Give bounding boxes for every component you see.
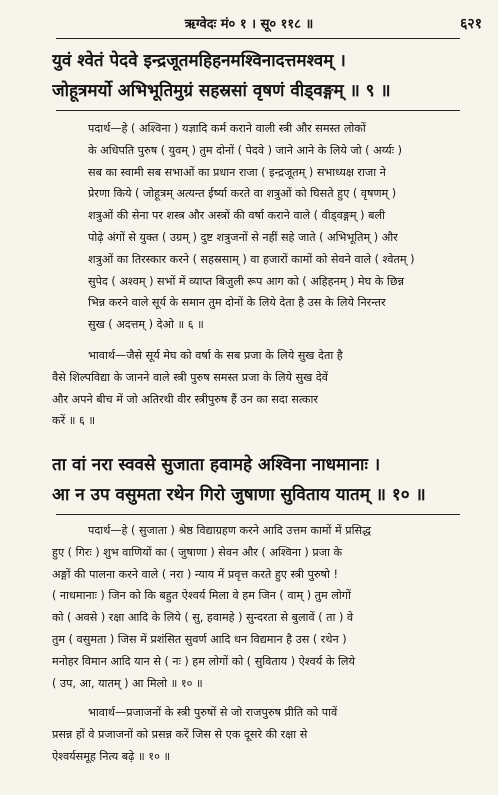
text-line: मनोहर विमान आदि यान से ( नः ) हम लोगों को ( सुविताय ) ऐश्वर्य के लिये (52, 654, 355, 668)
mantra-9 (52, 46, 472, 106)
text-line: सुख ( अदत्तम् ) देओ ॥ ६ ॥ (88, 318, 204, 332)
text-line: भावार्थ—प्रजाजनों के स्त्री पुरुषों से जो राजपुरुष प्रीति को पावें (88, 706, 338, 719)
divider-rule (56, 110, 460, 111)
text-line: पदार्थ—हे ( सुजाता ) श्रेष्ठ विद्याग्रहण करने आदि उत्तम कामों में प्रसिद्ध (88, 524, 371, 537)
mantra-10 (52, 450, 472, 510)
text-line: प्रसन्न हों वे प्रजाजनों को प्रसन्न करें जिस से एक दूसरे की रक्षा से (52, 727, 308, 741)
text-line: शत्रुओं की सेना पर शस्त्र और अस्त्रों की वर्षा कराने वाले ( वीड्वङ्गम् ) बली (88, 209, 385, 223)
mantra-line: आ न उप वसुमता रथेन गिरो जुषाणा सुविताय यातम् ॥ १० ॥ (52, 485, 426, 505)
text-line: शत्रुओं का तिरस्कार करने ( सहस्रसाम् ) वा हजारों कामों को सेवने वाले ( श्वेतम् ) (88, 252, 415, 266)
text-line: और अपने बीच में जो अतिरथी वीर स्त्रीपुरुष हैं उन का सदा सत्कार (52, 392, 318, 406)
text-line: के अधिपति पुरुष ( युवम् ) तुम दोनों ( पेदवे ) जाने आने के लिये जो ( अर्य्यः ) (88, 143, 402, 157)
divider-rule (56, 514, 460, 515)
mantra-line: जोहूत्रमर्यो अभिभूतिमुग्रं सहस्रसां वृषणं वीड्वङ्गम् ॥ ९ ॥ (52, 81, 391, 101)
text-line: अङ्गों की पालना करने वाले ( नरा ) न्याय में प्रवृत्त करते हुए स्त्री पुरुषो ! (52, 567, 338, 581)
text-line: वैसे शिल्पविद्या के जानने वाले स्त्री पुरुष समस्त प्रजा के लिये सुख देवें (52, 370, 329, 384)
mantra-line: युवं श्वेतं पेदवे इन्द्रजूतमहिहनमश्विनादत्तमश्वम् । (52, 51, 346, 71)
text-line: सुपेद ( अश्वम् ) सभों में व्याप्त बिजुली रूप आग को ( अहिहनम् ) मेघ के छिन्न (88, 274, 405, 288)
page-number: ६२१ (460, 16, 482, 32)
mantra-line: ता वां नरा स्ववसे सुजाता हवामहे अश्विना नाधमानाः । (52, 455, 381, 475)
bhavartha-9 (52, 345, 472, 432)
text-line: तुम ( वसुमता ) जिस में प्रशंसित सुवर्ण आदि धन विद्यमान है उस ( रथेन ) (52, 632, 347, 646)
text-line: सब का स्वामी सब सभाओं का प्रधान राजा ( इन्द्रजूतम् ) सभाध्यक्ष राजा ने (88, 165, 386, 179)
header-rule (56, 38, 460, 39)
bhavartha-10 (52, 702, 472, 767)
text-line: भिन्न करने वाले सूर्य के समान तुम दोनों के लिये देता है उस के लिये निरन्तर (88, 296, 386, 310)
text-line: ऐश्वर्यसमूह नित्य बढ़े ॥ १० ॥ (52, 749, 171, 763)
text-line: भावार्थ—जैसे सूर्य मेघ को वर्षा के सब प्रजा के लिये सुख देता है (88, 349, 343, 362)
text-line: हुए ( गिरः ) शुभ वाणियों का ( जुषाणा ) सेवन और ( अश्विना ) प्रजा के (52, 545, 343, 559)
text-line: पदार्थ—हे ( अश्विना ) यज्ञादि कर्म कराने वाली स्त्री और समस्त लोकों (88, 122, 366, 135)
page-header (0, 14, 498, 34)
text-line: करें ॥ ६ ॥ (52, 414, 96, 428)
text-line: ( उप, आ, यातम् ) आ मिलो ॥ १० ॥ (52, 676, 203, 690)
padartha-9 (52, 118, 472, 336)
text-line: पोढ़े अंगों से युक्त ( उग्रम् ) दुष्ट शत्रुजनों से नहीं सहे जाते ( अभिभूतिम् ) और (88, 230, 398, 244)
text-line: को ( अवसे ) रक्षा आदि के लिये ( सु, हवामहे ) सुन्दरता से बुलावें ( ता ) वे (52, 611, 354, 625)
padartha-10 (52, 520, 472, 694)
text-line: प्रेरणा किये ( जोहूत्रम् अत्यन्त ईर्ष्या करते वा शत्रुओं को घिसते हुए ( वृषणम् ) (88, 187, 397, 201)
running-title: ऋग्वेदः मं० १ । सू० ११८ ॥ (184, 17, 314, 32)
text-line: ( नाधमानाः ) जिन को कि बहुत ऐश्वर्य मिला वे हम जिन ( वाम् ) तुम लोगों (52, 589, 351, 603)
